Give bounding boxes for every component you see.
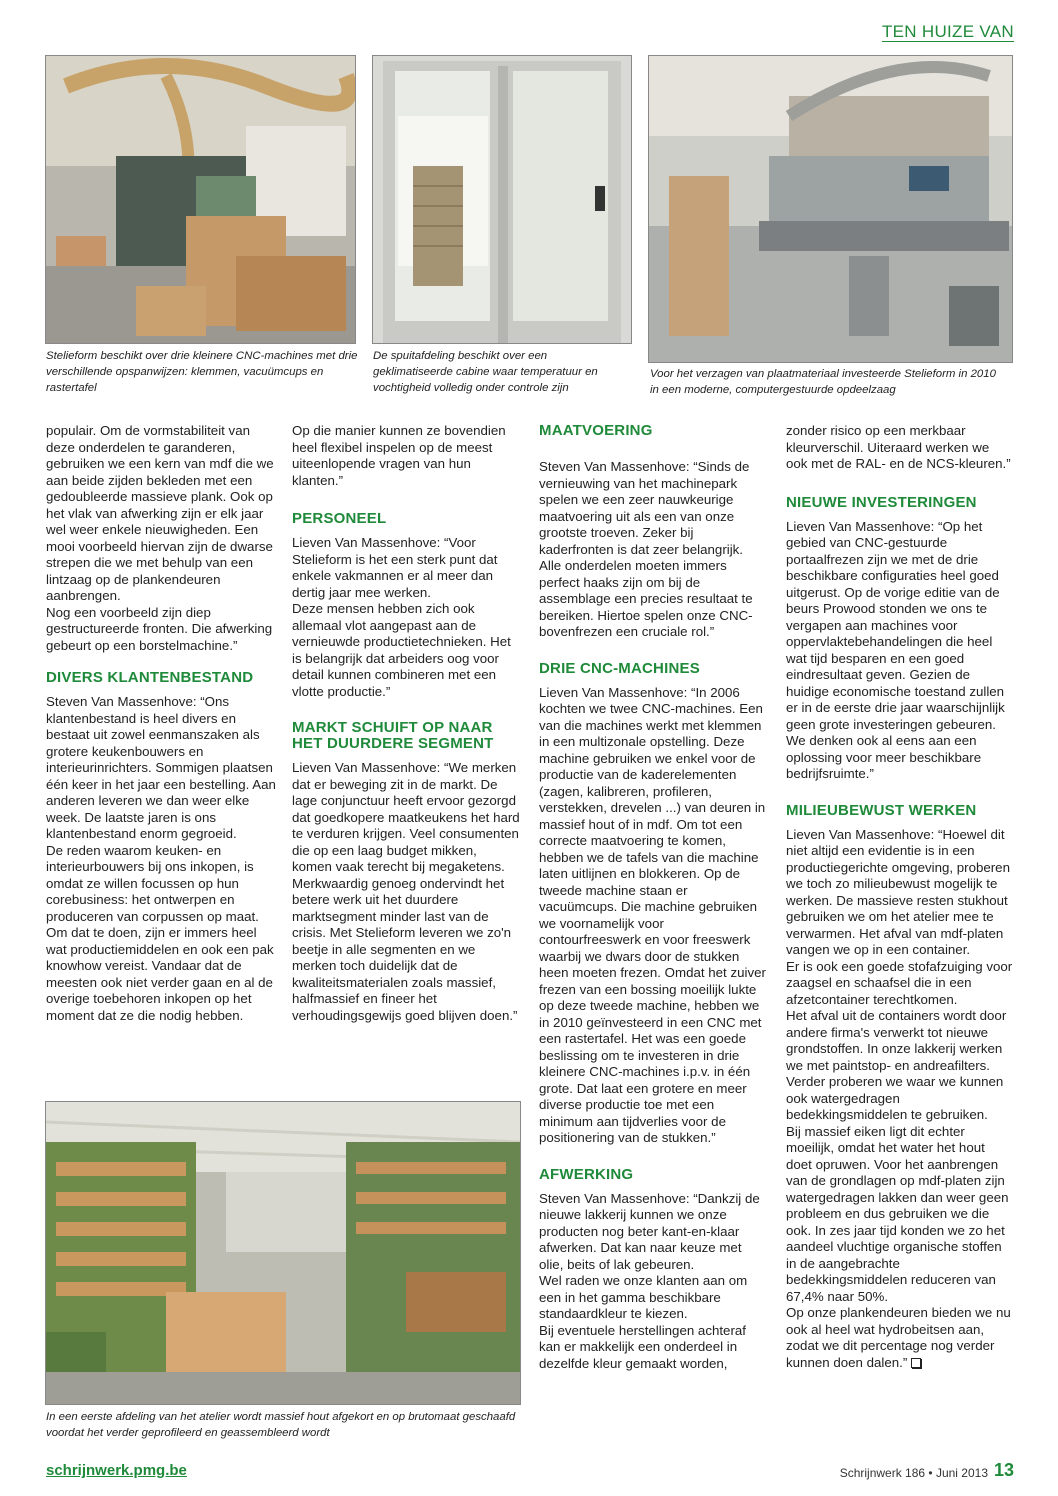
text-column-1 — [46, 423, 276, 1024]
photo-spray-booth-caption: De spuitafdeling beschikt over een geklimatiseerde cabine waar temperatuur en vochtigheid volledig onder controle zijn — [373, 350, 598, 394]
paragraph: Wel raden we onze klanten aan om een in het gamma beschikbare standaardkleur te kiezen. — [539, 1273, 748, 1321]
photo-timber-storage — [45, 1101, 521, 1405]
heading-personeel: PERSONEEL — [292, 510, 387, 527]
heading-divers-klantenbestand: DIVERS KLANTENBESTAND — [46, 669, 254, 686]
photo-panel-saw-caption: Voor het verzagen van plaatmateriaal investeerde Stelieform in 2010 in een moderne, computergestuurde opdeelzaag — [650, 368, 996, 396]
paragraph: Steven Van Massenhove: “Dankzij de nieuwe lakkerij kunnen we onze producten nog beter kant-en-klaar afwerken. Dat kan naar keuze met olie, beits of lak gebeuren. — [539, 1190, 760, 1272]
paragraph: Nog een voorbeeld zijn diep gestructureerde fronten. Die afwerking gebeurt op een borstelmachine.” — [46, 604, 273, 653]
heading-markt-schuift: MARKT SCHUIFT OP NAAR HET DUURDERE SEGMENT — [292, 719, 494, 752]
paragraph — [786, 1305, 1014, 1371]
section-tag: TEN HUIZE VAN — [881, 22, 1014, 41]
paragraph: populair. Om de vormstabiliteit van deze onderdelen te garanderen, gebruiken we een kern van mdf die we aan beide zijden bekleden met een gedoubleerde massieve plank. Ook op het vlak van afwerking zijn er elk jaar wel weer enkele nieuwigheden. Een mooi voorbeeld hiervan zijn de dwarse strepen die we met behulp van een lintzaag op de plankendeuren aanbrengen. — [46, 423, 274, 603]
paragraph: Steven Van Massenhove: “Sinds de vernieuwing van het machinepark spelen we een zeer nauwkeurige maatvoering uit als een van onze grootste troeven. Zeker bij kaderfronten is dat zeer belangrijk. Alle onderdelen moeten immers perfect haaks zijn om bij de assemblage een precies resultaat te bereiken. Hiertoe spelen onze CNC-bovenfrezen een cruciale rol.” — [539, 459, 753, 639]
paragraph: Merkwaardig genoeg ondervindt het betere werk uit het duurdere marktsegment minder last van de crisis. Met Stelieform leveren we zo'n beetje in alle segmenten en we merken toch duidelijk dat de kwaliteitsmaterialen zoals massief, halfmassief en fineer het verhoudingsgewijs goed blijven doen.” — [292, 875, 518, 1023]
heading-afwerking: AFWERKING — [539, 1165, 634, 1183]
paragraph: Bij eventuele herstellingen achteraf kan er makkelijk een onderdeel in dezelfde kleur gemaakt worden, — [539, 1322, 746, 1371]
paragraph: Lieven Van Massenhove: “In 2006 kochten we twee CNC-machines. Een van die machines werkt met klemmen in een multizonale opstelling. Deze machine gebruiken we enkel voor de productie van de kaderelementen (zagen, kalibreren, profileren, verstekken, drevelen ...) van deuren in massief hout of in mdf. Om tot een correcte maatvoering te komen, hebben we de tafels van die machine laten uitlijnen en blokkeren. Op de tweede machine staan er vacuümcups. Die machine gebruiken we voornamelijk voor contourfreeswerk en voor freeswerk waarbij we dwars door de stukken heen moeten frezen. Omdat het zuiver frezen van een bossing moeilijk lukte op deze tweede machine, hebben we in 2010 geïnvesteerd in een CNC met een rastertafel. Het was een goede beslissing om te investeren in drie kleinere CNC-machines i.p.v. in één grote. Dat laat een grotere en meer diverse productie toe met een minimum aan tijdverlies voor de positionering van de stukken.” — [539, 684, 766, 1145]
paragraph: De reden waarom keuken- en interieurbouwers bij ons inkopen, is omdat ze willen focussen op hun corebusiness: het ontwerpen en produceren van corpussen op maat. Om dat te doen, zijn er immers heel wat productiemiddelen en ook een pak knowhow vereist. Vandaar dat de meesten ook niet verder gaan en al de overige toebehoren inkopen op het moment dat ze die nodig hebben. — [46, 842, 274, 1023]
paragraph: Er is ook een goede stofafzuiging voor zaagsel en schaafsel die in een afzetcontainer terechtkomen. — [786, 958, 1013, 1007]
page-number: 13 — [993, 1460, 1014, 1480]
photo-panel-saw — [648, 55, 1013, 363]
paragraph: Steven Van Massenhove: “Ons klantenbestand is heel divers en bestaat uit zowel eenmanszaken als grotere keukenbouwers en interieurinrichters. Sommigen plaatsen één keer in het jaar een bestelling. Aan anderen leveren we dan weer elke week. De laatste jaren is ons klantenbestand enorm gegroeid. — [46, 694, 276, 841]
footer-issue: Schrijnwerk 186 • Juni 2013 — [839, 1466, 988, 1480]
paragraph: Op die manier kunnen ze bovendien heel flexibel inspelen op de meest uiteenlopende vragen van hun klanten.” — [292, 423, 506, 488]
photo-timber-storage-caption: In een eerste afdeling van het atelier wordt massief hout afgekort en op brutomaat geschaafd voordat het verder geprofileerd en geassembleerd wordt — [46, 1411, 516, 1439]
paragraph: Deze mensen hebben zich ook allemaal vlot aangepast aan de vernieuwde productietechnieken. Het is belangrijk dat arbeiders oog voor detail kunnen combineren met een vlotte productie.” — [292, 601, 511, 699]
paragraph-text: Op onze plankendeuren bieden we nu ook al heel wat hydrobeitsen aan, zodat we dit percentage nog verder kunnen doen dalen.” — [786, 1305, 1011, 1370]
footer-website-link[interactable]: schrijnwerk.pmg.be — [46, 1462, 187, 1479]
photo-spray-booth — [372, 55, 632, 344]
paragraph: Bij massief eiken ligt dit echter moeilijk, omdat het water het hout doet opruwen. Voor het aanbrengen van de grondlagen op mdf-platen zijn watergedragen lakken dan weer geen probleem en dus gebruiken we die ook. In zes jaar tijd konden we zo het aandeel vluchtige organische stoffen in de aangebrachte bedekkingsmiddelen reduceren van 67,4% naar 50%. — [786, 1123, 1009, 1304]
paragraph: Lieven Van Massenhove: “We merken dat er beweging zit in de markt. De lage conjunctuur heeft ervoor gezorgd dat goedkopere maatkeukens het hard te verduren krijgen. Veel consumenten die op een laag budget mikken, komen vaak terecht bij megaketens. — [292, 760, 520, 874]
paragraph: zonder risico op een merkbaar kleurverschil. Uiteraard werken we ook met de RAL- en de NCS-kleuren.” — [786, 423, 1011, 471]
text-column-3 — [539, 423, 767, 1372]
heading-drie-cnc-machines: DRIE CNC-MACHINES — [539, 659, 700, 677]
heading-maatvoering: MAATVOERING — [539, 422, 653, 439]
paragraph: Lieven Van Massenhove: “Hoewel dit niet altijd een evidentie is in een productiegerichte omgeving, proberen we toch zo milieubewust mogelijk te werken. De massieve resten stukhout gebruiken we om het atelier mee te verwarmen. Het afval van mdf-platen vangen we op in een container. — [786, 826, 1010, 957]
photo-cnc-machines — [45, 55, 356, 344]
paragraph: Lieven Van Massenhove: “Op het gebied van CNC-gestuurde portaalfrezen zijn we met de drie beschikbare configuraties heel goed uitgerust. Op de vorige editie van de beurs Prowood stonden we ons te vergapen aan machines voor oppervlaktebehandelingen die heel wat tijd besparen en een goed eindresultaat geven. Gezien de huidige economische toestand zullen er in de eerste drie jaar waarschijnlijk geen grote investeringen gebeuren. We denken ook al eens aan een oplossing voor meer beschikbare bedrijfsruimte.” — [786, 518, 1005, 781]
text-column-4 — [786, 423, 1014, 1371]
paragraph: Lieven Van Massenhove: “Voor Stelieform is het een sterk punt dat enkele vakmannen er al meer dan dertig jaar mee werken. — [292, 535, 498, 600]
text-column-2 — [292, 423, 520, 1024]
heading-milieubewust-werken: MILIEUBEWUST WERKEN — [786, 801, 977, 819]
heading-nieuwe-investeringen: NIEUWE INVESTERINGEN — [786, 493, 977, 511]
end-of-article-icon — [911, 1358, 921, 1368]
photo-cnc-machines-caption: Stelieform beschikt over drie kleinere CNC-machines met drie verschillende opspanwijzen: klemmen, vacuümcups en rastertafel — [46, 350, 358, 394]
paragraph: Het afval uit de containers wordt door andere firma's verwerkt tot nieuwe grondstoffen. In onze lakkerij werken we met paintstop- en andreafilters. Verder proberen we waar we kunnen ook watergedragen bedekkingsmiddelen te gebruiken. — [786, 1008, 1007, 1122]
